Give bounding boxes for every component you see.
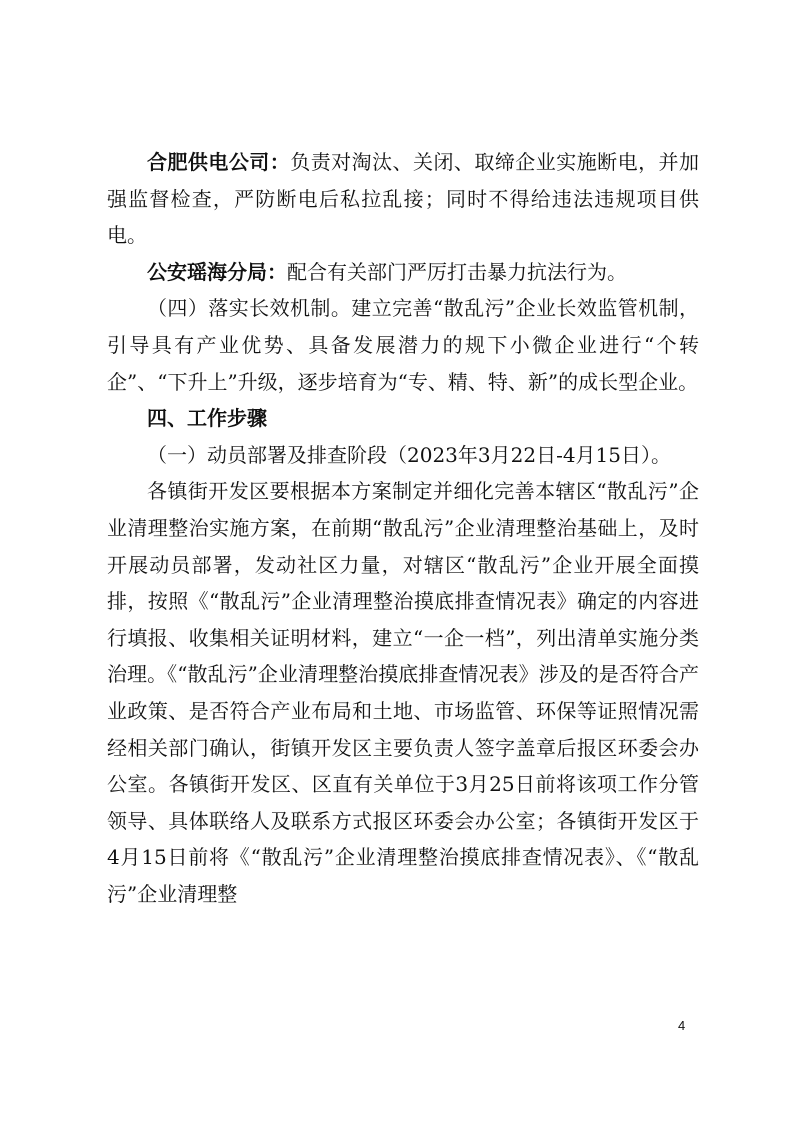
paragraph-stage-one [107, 437, 699, 474]
paragraph-power-company [107, 144, 699, 254]
paragraph-stage-one-details [107, 473, 699, 912]
paragraph-long-term-mechanism [107, 290, 699, 400]
heading-text: 四、工作步骤 [147, 406, 267, 431]
body-text [107, 144, 699, 912]
section-heading-work-steps [107, 400, 699, 437]
paragraph-text: 负责对淘汰、关闭、取缔企业实施断电，并加强监督检查，严防断电后私拉乱接；同时不得给违法违规项目供电。 [107, 150, 700, 248]
paragraph-text: 配合有关部门严厉打击暴力抗法行为。 [287, 259, 627, 284]
page-number: 4 [678, 1018, 686, 1033]
paragraph-lead: 公安瑶海分局： [147, 259, 287, 284]
paragraph-text: （一）动员部署及排查阶段（2023年3月22日-4月15日）。 [147, 442, 672, 467]
paragraph-text: 各镇街开发区要根据本方案制定并细化完善本辖区“散乱污”企业清理整治实施方案，在前期“散乱污”企业清理整治基础上，及时开展动员部署，发动社区力量，对辖区“散乱污”企业开展全面摸排，按照《“散乱污”企业清理整治摸底排查情况表》确定的内容进行填报、收集相关证明材料，建立“一企一档”，列出清单实施分类治理。《“散乱污”企业清理整治摸底排查情况表》涉及的是否符合产业政策、是否符合产业布局和土地、市场监管、环保等证照情况需经相关部门确认，街镇开发区主要负责人签字盖章后报区环委会办公室。各镇街开发区、区直有关单位于3月25日前将该项工作分管领导、具体联络人及联系方式报区环委会办公室；各镇街开发区于4月15日前将《“散乱污”企业清理整治摸底排查情况表》、《“散乱污”企业清理整 [107, 479, 699, 906]
paragraph-text: （四）落实长效机制。建立完善“散乱污”企业长效监管机制，引导具有产业优势、具备发展潜力的规下小微企业进行“个转企”、“下升上”升级，逐步培育为“专、精、特、新”的成长型企业。 [107, 296, 699, 394]
paragraph-lead: 合肥供电公司： [147, 150, 291, 174]
paragraph-police [107, 254, 699, 291]
